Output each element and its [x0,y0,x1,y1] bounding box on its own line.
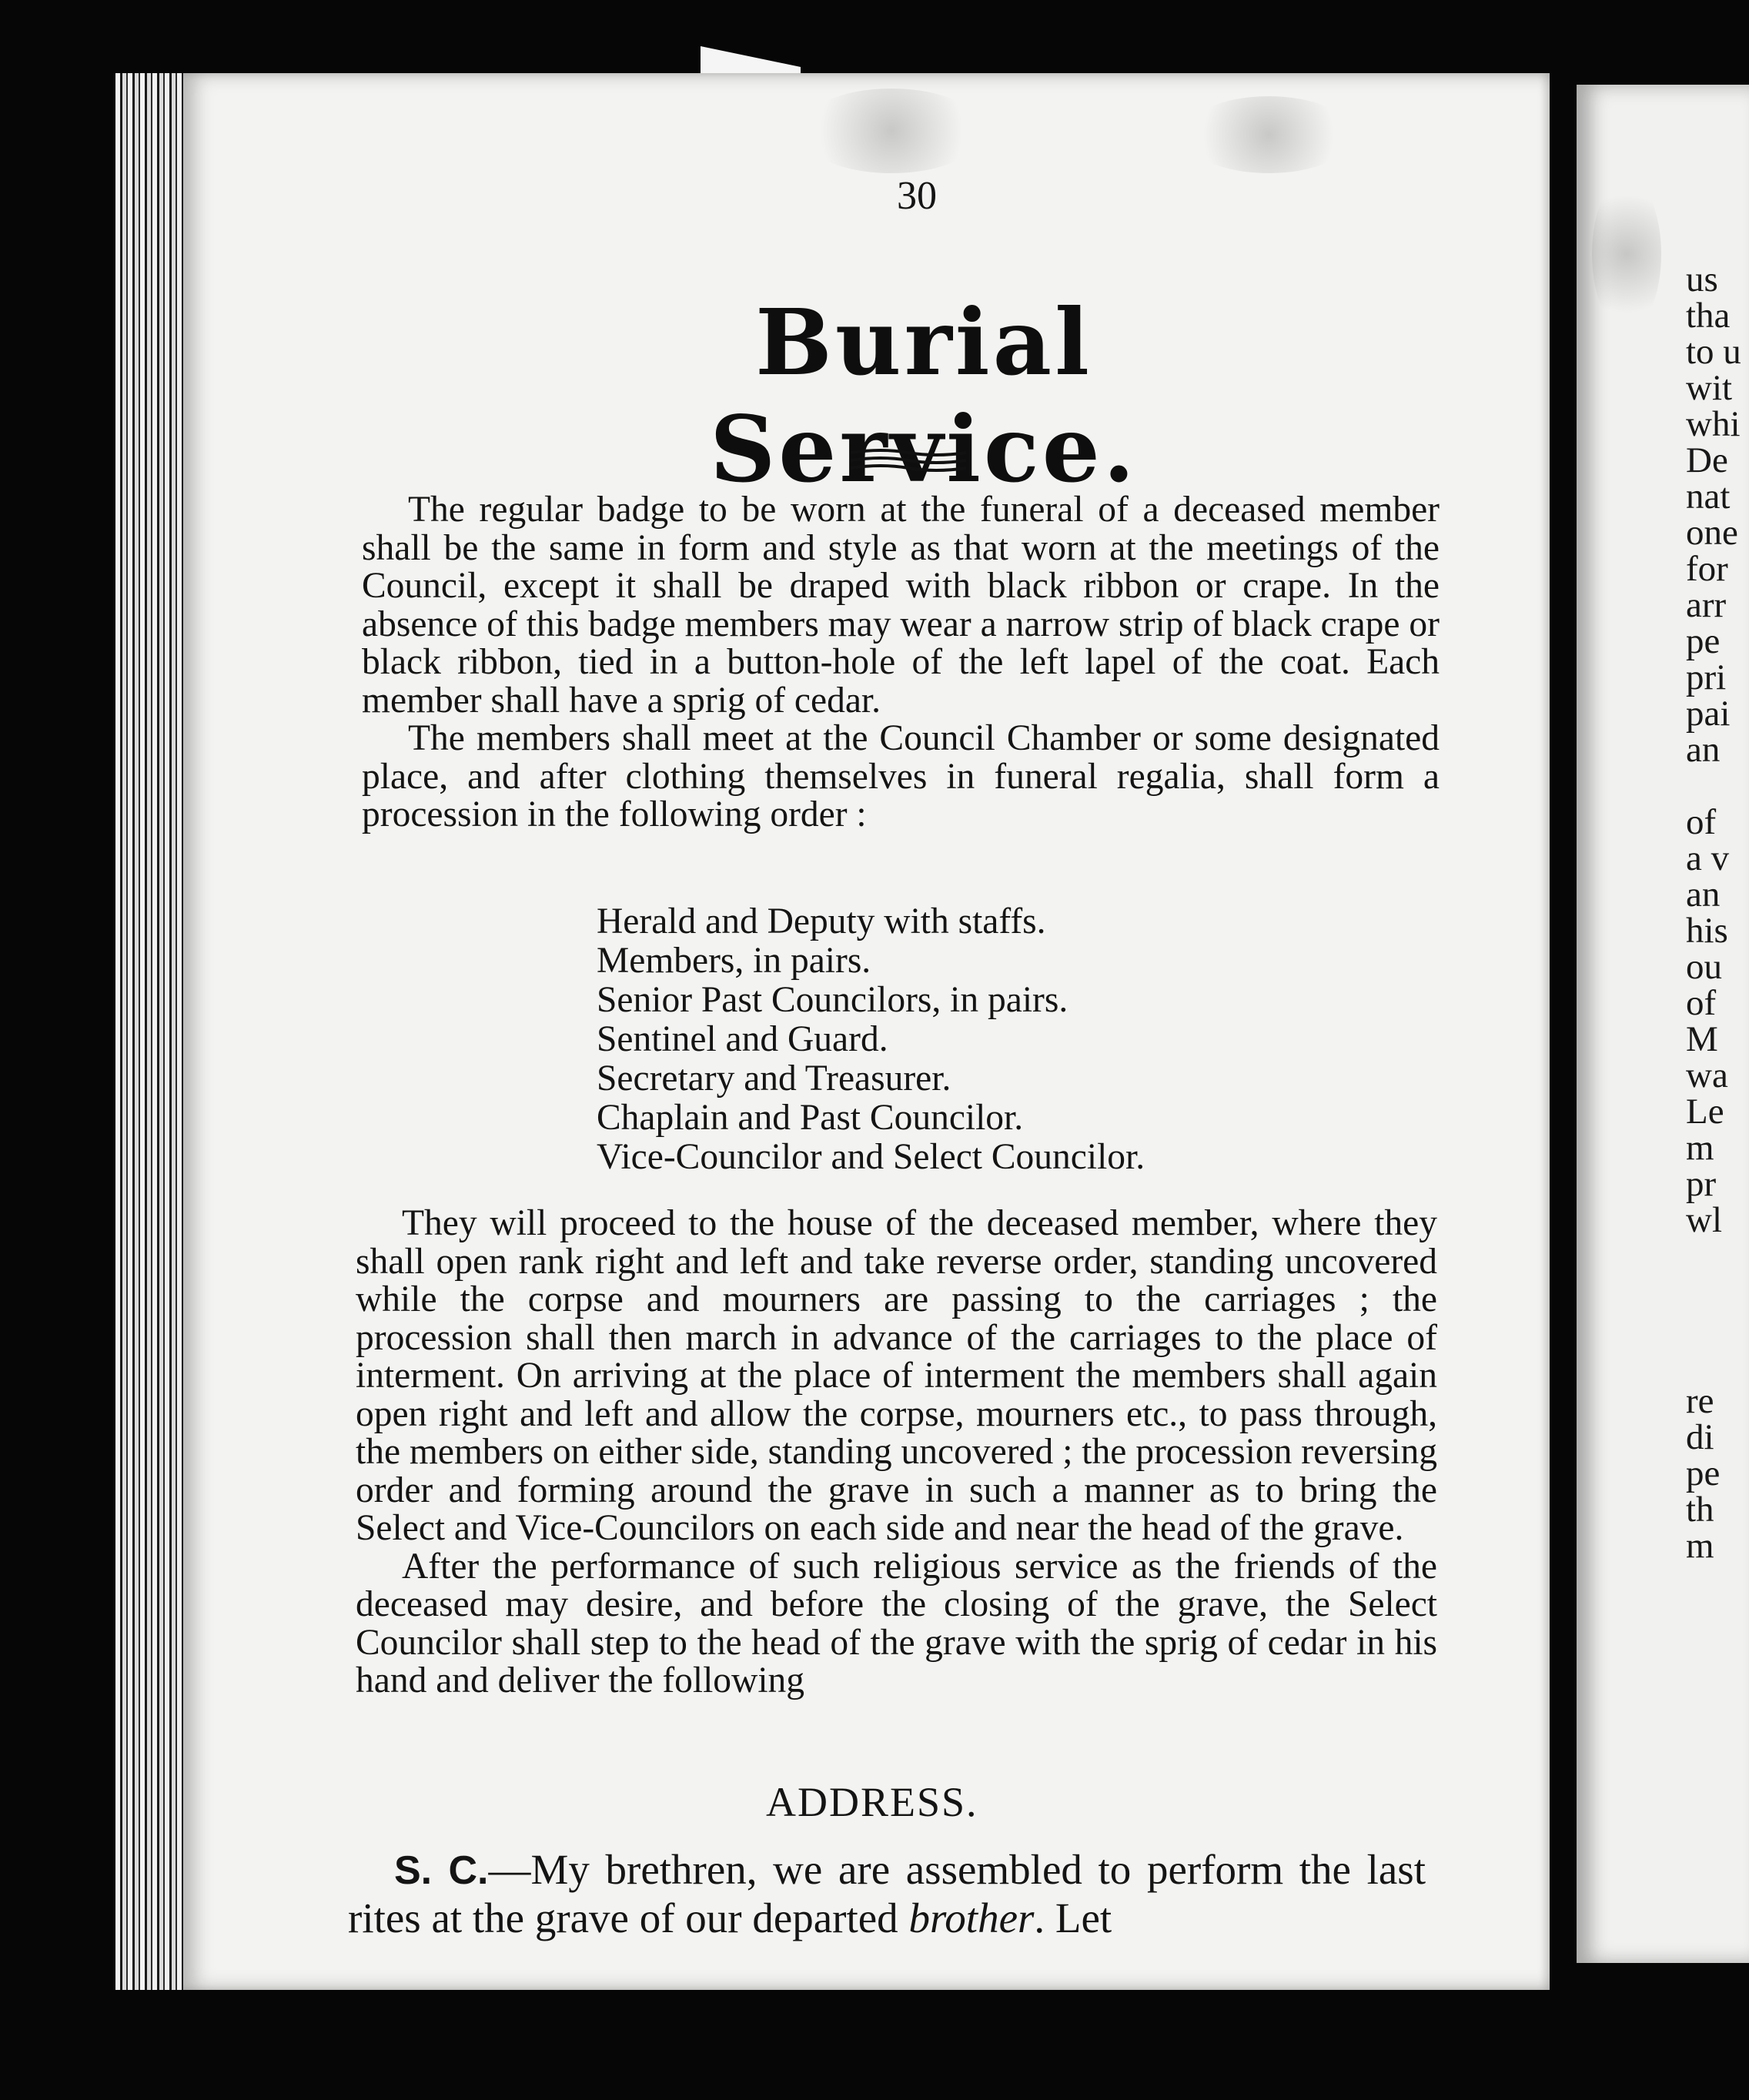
right-page-fragment: m [1686,1128,1714,1168]
right-page-fragment: a v [1686,838,1730,878]
right-page-fragment: pe [1686,621,1721,661]
right-page-fragment: an [1686,730,1721,770]
march-paragraph: They will proceed to the house of the deceased member, where they shall open rank right and left and take reverse order, standing uncovered while the corpse and mourners are passing to the carriages ; the procession shall then march in advance of the carriages to the place of interment. On arriving at the place of interment the members shall again open right and left and allow the corpse, mourners etc., to pass through, the members on either side, standing uncovered ; the procession reversing order and forming around the grave in such a manner as to bring the Select and Vice-Councilors on each side and near the head of the grave. [356,1203,1437,1548]
right-page-fragment: of [1686,983,1717,1023]
intro-section [362,491,1440,834]
right-page-fragment [1686,1311,1741,1347]
procession-item: Herald and Deputy with staffs. [597,901,1046,941]
address-text: —My brethren, we are assembled to perform the last rites at the grave of our departed [348,1846,1426,1941]
procession-item: Chaplain and Past Councilor. [597,1098,1024,1138]
right-page-fragment: for [1686,549,1728,589]
right-page-fragment: wl [1686,1200,1722,1240]
badge-paragraph: The regular badge to be worn at the funeral of a deceased member shall be the same in form and style as that worn at the meetings of the Council, except it shall be draped with black ribbon or crape. In the absence of this badge members may wear a narrow strip of black crape or black ribbon, tied in a button-hole of the left lapel of the coat. Each member shall have a sprig of cedar. [362,490,1440,721]
address-heading: ADDRESS. [766,1779,978,1825]
right-page-fragment: m [1686,1526,1714,1566]
procession-item: Sentinel and Guard. [597,1019,888,1059]
right-page-fragment [1686,1275,1741,1311]
address-section [348,1846,1426,1942]
right-page-fragment: M [1686,1019,1718,1059]
page-stain [1592,177,1661,331]
right-page-fragment [1686,768,1741,804]
right-page-fragment: of [1686,802,1717,842]
right-page-fragment: di [1686,1417,1714,1457]
right-page-fragment: one [1686,513,1738,553]
right-page-fragment: wit [1686,368,1733,408]
right-page-fragment: pe [1686,1453,1721,1493]
religious-service-paragraph: After the performance of such religious service as the friends of the deceased may desire, and before the closing of the grave, the Select Councilor shall step to the head of the grave with the sprig of cedar in his hand and deliver the following [356,1546,1437,1700]
procession-item: Members, in pairs. [597,941,871,981]
right-page-fragment: wa [1686,1055,1728,1095]
right-page-fragment: ou [1686,947,1722,987]
ornamental-rule [847,446,970,477]
right-page-fragment: pri [1686,657,1727,697]
address-text-end: . Let [1034,1894,1112,1941]
page-stain [1184,96,1353,173]
right-page-fragment [1686,1347,1741,1383]
right-page-fragment: th [1686,1490,1714,1530]
right-page-fragment: whi [1686,404,1741,444]
procession-item: Vice-Councilor and Select Councilor. [597,1137,1145,1177]
page-number: 30 [897,174,937,218]
right-page-fragment: pai [1686,694,1731,734]
procession-item: Senior Past Councilors, in pairs. [597,980,1068,1020]
right-page-fragment: to u [1686,332,1741,372]
procession-order-list [597,902,1145,1177]
right-page-text-fragments [1686,259,1741,1566]
page-title: Burial Service. [710,289,1138,503]
right-page-fragment [1686,1239,1741,1275]
right-page-fragment: an [1686,874,1721,915]
right-page-fragment: Le [1686,1092,1724,1132]
speaker-label: S. C. [394,1848,489,1893]
right-page-fragment: arr [1686,585,1727,625]
right-page-fragment: tha [1686,296,1731,336]
right-page-fragment: re [1686,1381,1714,1421]
procession-paragraph: The members shall meet at the Council Chamber or some designated place, and after clothing themselves in funeral regalia, shall form a procession in the following order : [362,718,1440,834]
procession-item: Secretary and Treasurer. [597,1058,951,1098]
page-stain [799,89,984,173]
right-page-fragment: De [1686,440,1728,480]
book-binding [115,73,189,1990]
address-emphasis: brother [908,1894,1035,1941]
right-page-fragment: us [1686,259,1718,299]
ceremony-section [356,1205,1437,1700]
right-page-fragment: pr [1686,1164,1717,1204]
right-page-fragment: his [1686,911,1728,951]
right-page-fragment: nat [1686,477,1731,517]
address-paragraph [348,1846,1426,1942]
